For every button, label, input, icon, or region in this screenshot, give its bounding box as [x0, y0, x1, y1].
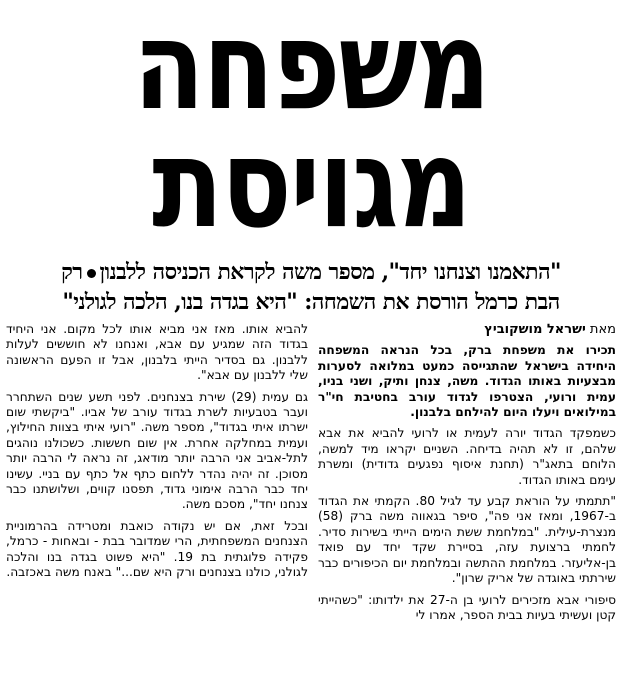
article-column-left [6, 322, 308, 587]
subheadline-line-1 [4, 257, 618, 287]
article-paragraph: סיפורי אבא מזכירים לרועי בן ה-27 את ילדותו: "כשהייתי קטן ועשיתי בעיות בבית הספר, אמרו לי [318, 592, 616, 622]
article-paragraph: ובכל זאת, אם יש נקודה כואבת ומטרידה בהרמוניית הצנחנים המשפחתית, הרי שמדובר בבת - ובאחות - כרמל, פקידה פלוגתית בת 19. "היא פשוט בגדה בנו והלכה לגולני, כולנו בצנחנים ורק היא שם..." באנח משה באכזבה. [6, 518, 308, 580]
bullet-icon [87, 269, 96, 278]
byline-prefix: מאת [589, 322, 616, 337]
headline-line-2: מגויסת [152, 111, 470, 256]
subheadline-quote: "התאמנו וצנחנו יחד", מספר משה לקראת הכניסה ללבנון [99, 259, 561, 285]
byline [318, 322, 616, 337]
article-paragraph: גם עמית (29) שירת בצנחנים. לפני תשע שנים השתחרר ועבר בטבעיות לשרת בגדוד עורב של אביו. "ביקשתי שום ישרתו איתי בגדוד", מספר משה. "רועי איתי בצוות החילוץ, ועמית במחלקה אחרת. אין שום חששות. כשכולנו נוהגים לתל-אביב אני הרבה יותר מודאג, זה נראה לי הרבה יותר מסוכן. זה יהיה נהדר ללחום כתף אל כתף עם בניי. עשינו יחד כבר הרבה אימוני גדוד, תפסנו קווים, ושלושתנו כבר צנחנו יחד", מסכם משה. [6, 389, 308, 512]
article-lead: תכירו את משפחת ברק, בכל הנראה המשפחה היחידה בישראל שהתגייסה כמעט במלואה לסערות מבצעיות באותו הגדוד. משה, צנחן ותיק, ושני בניו, עמית ורועי, הצטרפו לגדוד עורב בחטיבת חי"ר במילואים ויעלו היום להילחם בלבנון. [318, 343, 616, 420]
article-column-right [318, 322, 616, 629]
subheadline-tail: רק [61, 259, 83, 285]
subheadline-line-2: הבת כרמל הורסת את השמחה: "היא בגדה בנו, הלכה לגולני" [62, 289, 560, 315]
article-paragraph: להביא אותו. מאז אני מביא אותו לכל מקום. אני היחיד בגדוד הזה שמגיע עם אבא, ואנחנו לא חוששים לעלות ללבנון. גם בסדיר הייתי בלבנון, אבל זו הפעם הראשונה שלי ללבנון עם אבא". [6, 322, 308, 383]
headline-line-1: משפחה [133, 0, 489, 138]
article-paragraph: "תתמתי על הוראת קבע עד לגיל 80. הקמתי את הגדוד ב-1967, ומאז אני פה", סיפר בגאווה משה ברק (58) מנצרת-עילית. "במלחמת ששת הימים הייתי בשירות סדיר. לחמתי ברצועת עזה, בסיירת שקד יחד עם פואד בן-אליעזר. במלחמת ההתשה ובמלחמת יום הכיפורים כבר שירתתי באוגדה של אריק שרון". [318, 494, 617, 586]
article-paragraph: כשמפקד הגדוד יורה לעמית או לרועי להביא את אבא שלהם, זו לא תהיה בדיחה. השניים יקראו מיד למשה, הלוחם בתאג"ר (תחנת איסוף נפגעים גדודית) ומשרת עימם באותו הגדוד. [318, 426, 616, 487]
byline-author: ישראל מושקוביץ [484, 322, 586, 337]
